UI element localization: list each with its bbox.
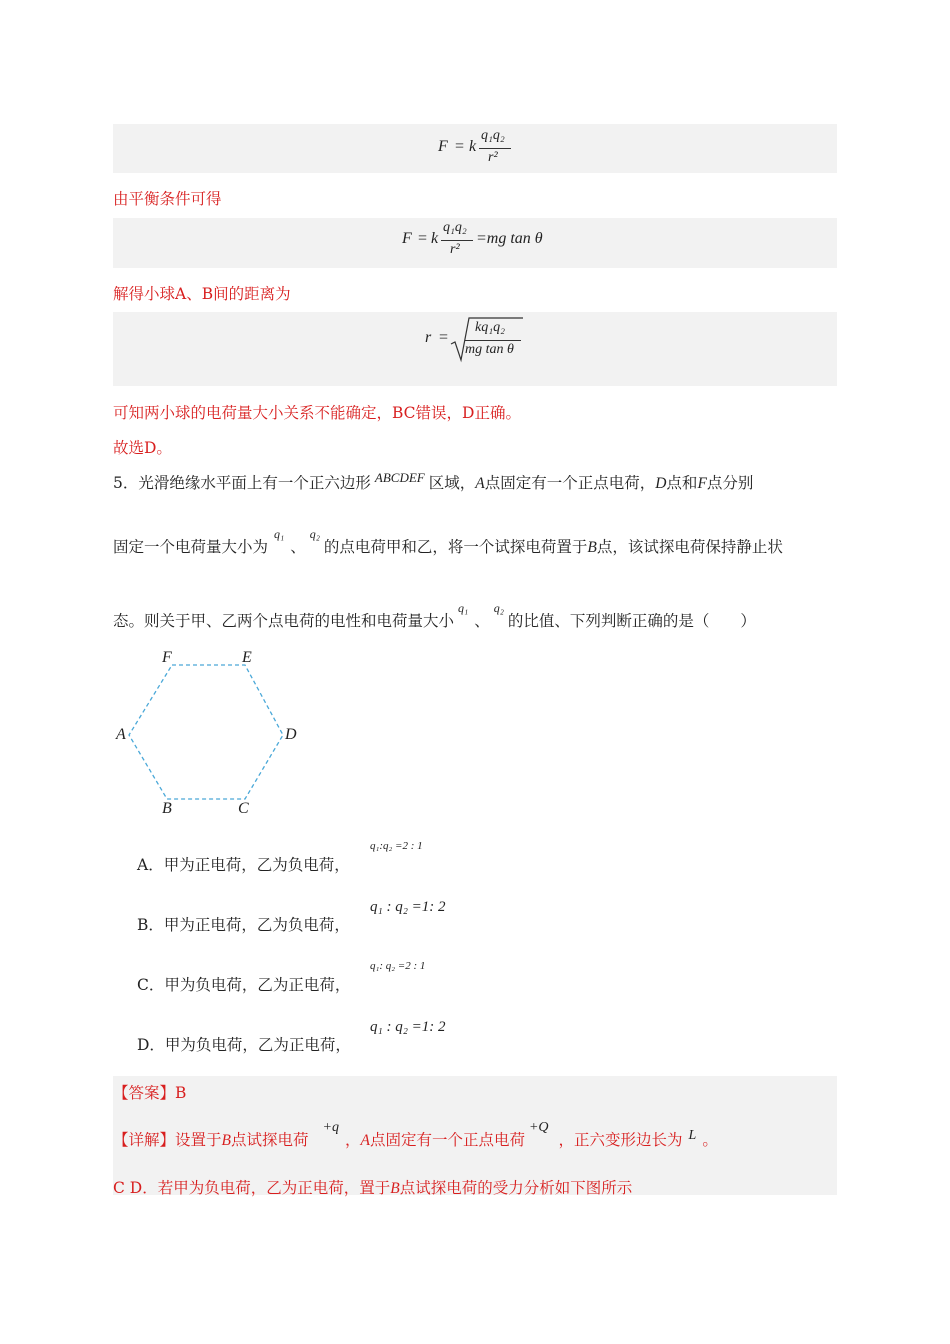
option-c-ratio: q₁: q₂ =2 : 1 — [370, 960, 426, 972]
detail-text: 。 — [702, 1131, 718, 1149]
line-distance: 解得小球A、B间的距离为 — [113, 285, 291, 303]
formula-box-3 — [113, 312, 837, 386]
question-text: 点固定有一个正点电荷， — [484, 474, 656, 492]
q2-symbol: q₂ — [309, 527, 320, 541]
q1-symbol: q₁ — [458, 601, 469, 615]
question-text: 区域， — [428, 474, 476, 492]
answer-tag: 【答案】 — [113, 1084, 176, 1102]
hexagon-shape — [129, 665, 283, 799]
formula2-denominator: r² — [450, 242, 460, 257]
question-text: 固定一个电荷量大小为 — [113, 538, 269, 556]
point-label: A — [360, 1132, 370, 1149]
formula1-numerator: q₁q₂ — [481, 128, 505, 143]
label-D: D — [285, 726, 297, 743]
detail-text: 点试探电荷 — [231, 1131, 309, 1149]
answer-line — [113, 1081, 186, 1103]
formula1-lhs: F — [438, 138, 448, 155]
question-number: 5． — [113, 474, 139, 492]
question-text: 、 — [474, 612, 490, 630]
q2-symbol: q₂ — [493, 601, 504, 615]
charge-symbol: +Q — [528, 1120, 549, 1135]
question-text: 态。则关于甲、乙两个点电荷的电性和电荷量大小 — [113, 612, 455, 630]
question-line-3 — [113, 601, 756, 631]
option-c[interactable] — [137, 973, 350, 995]
formula1-denominator: r² — [488, 150, 498, 165]
point-label: F — [697, 475, 707, 492]
detail-text: 设置于 — [175, 1131, 222, 1149]
formula3-fraction-bar — [465, 340, 521, 341]
option-label: A．甲为正电荷，乙为负电荷， — [137, 856, 350, 874]
option-a-ratio: q₁:q₂ =2 : 1 — [370, 840, 423, 852]
cd-line — [113, 1176, 632, 1198]
option-d-ratio: q₁ : q₂ =1: 2 — [370, 1019, 446, 1035]
option-label: B．甲为正电荷，乙为负电荷， — [137, 916, 350, 934]
question-text: 、 — [290, 538, 306, 556]
option-d[interactable] — [137, 1033, 351, 1055]
option-b[interactable] — [137, 913, 350, 935]
formula1-k: k — [469, 138, 477, 155]
option-b-ratio: q₁ : q₂ =1: 2 — [370, 899, 446, 915]
cd-text: C D．若甲为负电荷，乙为正电荷，置于 — [113, 1179, 391, 1197]
formula2-numerator: q₁q₂ — [443, 220, 467, 235]
formula-box-2 — [113, 218, 837, 268]
label-C: C — [238, 800, 249, 817]
formula3-eq: = — [439, 329, 449, 346]
formula2-fraction-bar — [441, 240, 473, 241]
detail-text: 点固定有一个正点电荷 — [369, 1131, 525, 1149]
formula3-lhs: r — [425, 329, 432, 346]
point-label: B — [587, 539, 597, 556]
detail-text: ， — [344, 1131, 361, 1149]
detail-line — [113, 1120, 718, 1150]
line-choice: 故选D。 — [113, 439, 172, 457]
label-B: B — [162, 800, 172, 817]
line-conclusion: 可知两小球的电荷量大小关系不能确定，BC错误，D正确。 — [113, 404, 521, 422]
option-label: C．甲为负电荷，乙为正电荷， — [137, 976, 351, 994]
point-label: B — [390, 1180, 400, 1197]
option-a[interactable] — [137, 853, 350, 875]
answer-value: B — [175, 1084, 187, 1102]
formula2-eq: = — [418, 230, 428, 247]
length-symbol: L — [688, 1128, 697, 1143]
point-label: B — [221, 1132, 231, 1149]
formula3-numerator: kq₁q₂ — [475, 320, 505, 335]
detail-text: ，正六变形边长为 — [558, 1131, 683, 1149]
label-E: E — [242, 649, 252, 666]
question-text: 光滑绝缘水平面上有一个正六边形 — [138, 474, 371, 492]
point-label: A — [475, 475, 485, 492]
point-label: D — [655, 475, 667, 492]
hexagon-diagram — [110, 645, 310, 825]
question-line-1 — [113, 471, 753, 493]
question-text: 的比值、下列判断正确的是（ ） — [507, 612, 756, 630]
question-text: 点，该试探电荷保持静止状 — [596, 538, 783, 556]
charge-symbol: +q — [322, 1120, 339, 1135]
question-text: 点分别 — [706, 474, 754, 492]
formula2-lhs: F — [402, 230, 412, 247]
question-line-2 — [113, 527, 783, 557]
formula1-fraction-bar — [479, 148, 511, 149]
question-text: 点和 — [666, 474, 698, 492]
formula2-k: k — [431, 230, 439, 247]
label-A: A — [116, 726, 126, 743]
hexagon-name: ABCDEF — [374, 470, 425, 485]
formula2-rhs: =mg tan θ — [476, 230, 543, 247]
formula1-eq: = — [455, 138, 465, 155]
detail-tag: 【详解】 — [113, 1131, 176, 1149]
question-text: 的点电荷甲和乙，将一个试探电荷置于 — [323, 538, 588, 556]
cd-text: 点试探电荷的受力分析如下图所示 — [399, 1179, 633, 1197]
formula-box-1 — [113, 124, 837, 173]
formula3-denominator: mg tan θ — [465, 342, 514, 357]
option-label: D．甲为负电荷，乙为正电荷， — [137, 1036, 351, 1054]
label-F: F — [162, 649, 172, 666]
q1-symbol: q₁ — [274, 527, 285, 541]
line-balance: 由平衡条件可得 — [113, 190, 222, 208]
